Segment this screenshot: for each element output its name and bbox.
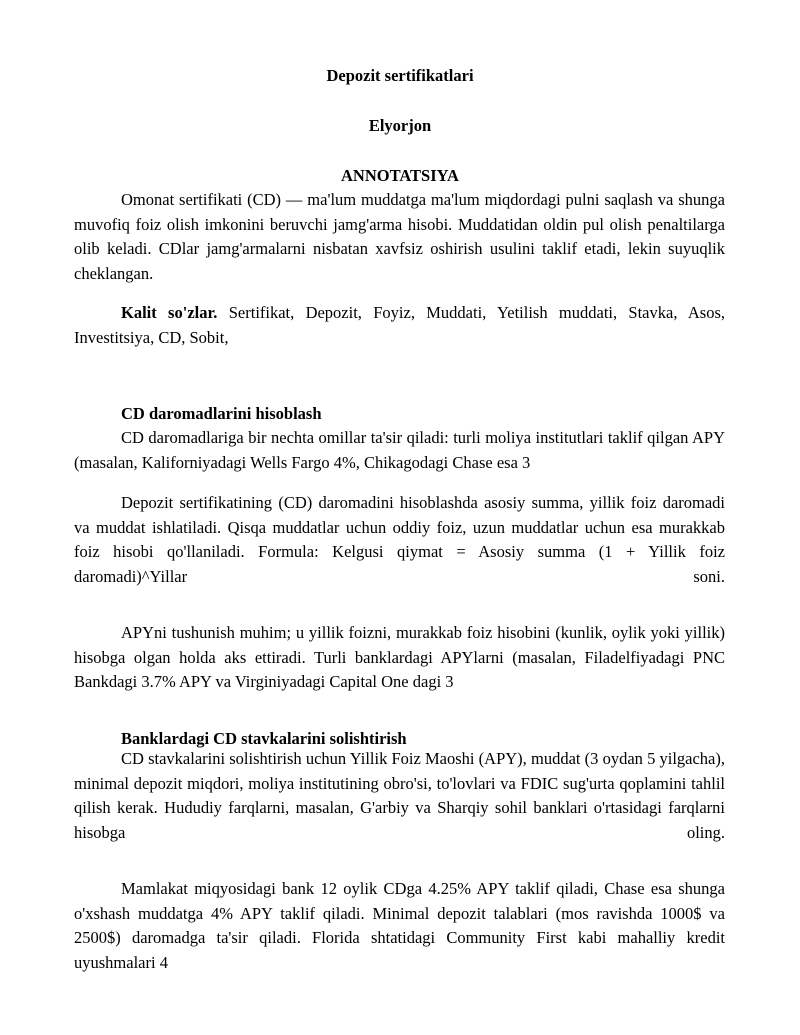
section1-paragraph-2: Depozit sertifikatining (CD) daromadini hisoblashda asosiy summa, yillik foiz daromadi va muddat ishlatiladi. Qisqa muddatlar uchun oddiy foiz, uzun muddatlar uchun esa murakkab foiz hisobi qo'llaniladi. Formula: Kelgusi qiymat = Asosiy summa (1 + Yillik foiz daromadi)^Yillar soni. [74,493,725,586]
section1-paragraph-1: CD daromadlariga bir nechta omillar ta'sir qiladi: turli moliya institutlari taklif qilgan APY (masalan, Kaliforniyadagi Wells Fargo 4%, Chikagodagi Chase esa 3 [74,428,725,472]
section2-paragraph-1: CD stavkalarini solishtirish uchun Yillik Foiz Maoshi (APY), muddat (3 oydan 5 yilgacha), minimal depozit miqdori, moliya institutining obro'si, to'lovlari va FDIC sug'urta qoplamini tahlil qilish kerak. Hududiy farqlarni, masalan, G'arbiy va Sharqiy sohil banklari o'rtasidagi farqlarni hisobga oling. [74,749,725,842]
section-heading-bank-rates: Banklardagi CD stavkalarini solishtirish [121,729,407,748]
keywords-label: Kalit so'zlar. [121,303,218,322]
section-heading-cd-income: CD daromadlarini hisoblash [121,404,322,423]
document-title: Depozit sertifikatlari [326,66,474,85]
annotation-paragraph: Omonat sertifikati (CD) — ma'lum muddatga ma'lum miqdordagi pulni saqlash va shunga muvofiq foiz olish imkonini beruvchi jamg'arma hisobi. Muddatidan oldin pul olish penaltilarga olib keladi. CDlar jamg'armalarni nisbatan xavfsiz oshirish usulini taklif etadi, lekin suyuqlik cheklangan. [74,190,725,283]
document-author: Elyorjon [368,116,432,135]
section1-paragraph-3: APYni tushunish muhim; u yillik foizni, murakkab foiz hisobini (kunlik, oylik yoki yillik) hisobga olgan holda aks ettiradi. Turli banklardagi APYlarni (masalan, Filadelfiyadagi PNC Bankdagi 3.7% APY va Virginiyadagi Capital One dagi 3 [74,623,725,691]
annotation-heading: ANNOTATSIYA [341,166,459,185]
section2-paragraph-2: Mamlakat miqyosidagi bank 12 oylik CDga 4.25% APY taklif qiladi, Chase esa shunga o'xshash muddatga 4% APY taklif qiladi. Minimal depozit talablari (mos ravishda 1000$ va 2500$) daromadga ta'sir qiladi. Florida shtatidagi Community First kabi mahalliy kredit uyushmalari 4 [74,879,725,972]
keywords-paragraph [74,301,725,350]
keywords-list: Sertifikat, Depozit, Foyiz, Muddati, Yetilish muddati, Stavka, Asos, Investitsiya, CD, Sobit, [74,303,725,347]
